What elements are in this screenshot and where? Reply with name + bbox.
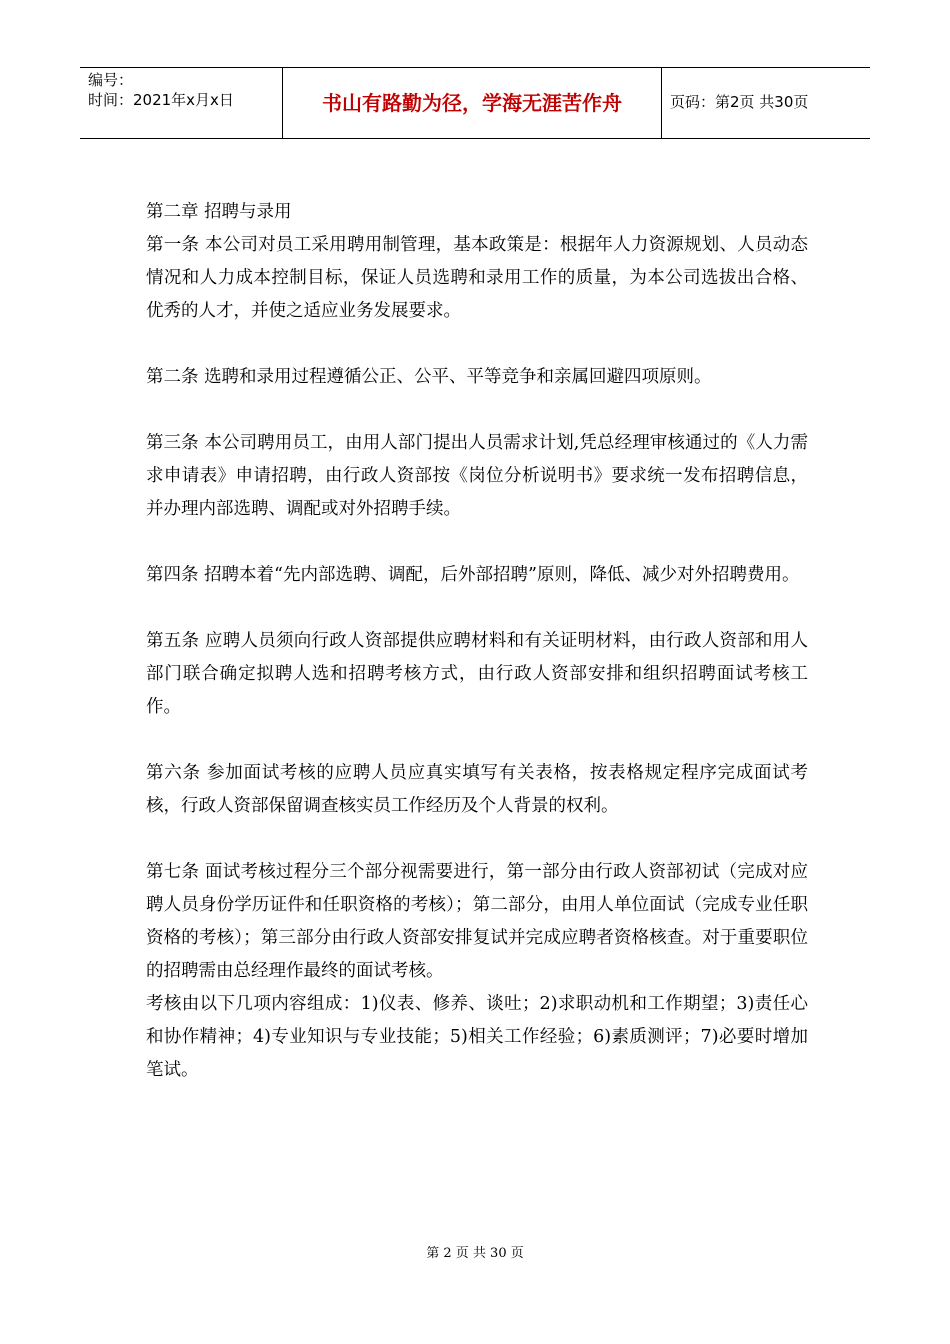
header-page-cell <box>662 68 870 138</box>
document-time-label: 时间：2021年x月x日 <box>88 91 234 109</box>
article-1: 第一条 本公司对员工采用聘用制管理，基本政策是：根据年人力资源规划、人员动态情况和人力成本控制目标，保证人员选聘和录用工作的质量，为本公司选拔出合格、优秀的人才，并使之适应业务发展要求。 <box>146 235 808 321</box>
article-6: 第六条 参加面试考核的应聘人员应真实填写有关表格，按表格规定程序完成面试考核，行政人资部保留调查核实员工作经历及个人背景的权利。 <box>146 763 808 816</box>
article-2: 第二条 选聘和录用过程遵循公正、公平、平等竞争和亲属回避四项原则。 <box>146 367 712 387</box>
header-motto-cell <box>283 68 662 138</box>
header-motto: 书山有路勤为径，学海无涯苦作舟 <box>322 91 622 115</box>
document-body <box>146 196 808 1087</box>
page-footer: 第 2 页 共 30 页 <box>426 1246 524 1261</box>
article-7-assessment-items: 考核由以下几项内容组成：1)仪表、修养、谈吐；2)求职动机和工作期望；3)责任心和协作精神；4)专业知识与专业技能；5)相关工作经验；6)素质测评；7)必要时增加笔试。 <box>146 994 808 1080</box>
chapter-title: 第二章 招聘与录用 <box>146 202 292 222</box>
header-page-info: 页码：第2页 共30页 <box>670 93 809 111</box>
article-7: 第七条 面试考核过程分三个部分视需要进行，第一部分由行政人资部初试（完成对应聘人员身份学历证件和任职资格的考核）；第二部分，由用人单位面试（完成专业任职资格的考核）；第三部分由行政人资部安排复试并完成应聘者资格核查。对于重要职位的招聘需由总经理作最终的面试考核。 <box>146 862 808 981</box>
article-3: 第三条 本公司聘用员工，由用人部门提出人员需求计划,凭总经理审核通过的《人力需求申请表》申请招聘，由行政人资部按《岗位分析说明书》要求统一发布招聘信息，并办理内部选聘、调配或对外招聘手续。 <box>146 433 808 519</box>
page-header <box>80 67 870 139</box>
article-4: 第四条 招聘本着“先内部选聘、调配，后外部招聘”原则，降低、减少对外招聘费用。 <box>146 565 800 585</box>
article-5: 第五条 应聘人员须向行政人资部提供应聘材料和有关证明材料，由行政人资部和用人部门联合确定拟聘人选和招聘考核方式，由行政人资部安排和组织招聘面试考核工作。 <box>146 631 808 717</box>
header-left-cell <box>80 68 283 138</box>
document-number-label: 编号： <box>88 71 134 89</box>
